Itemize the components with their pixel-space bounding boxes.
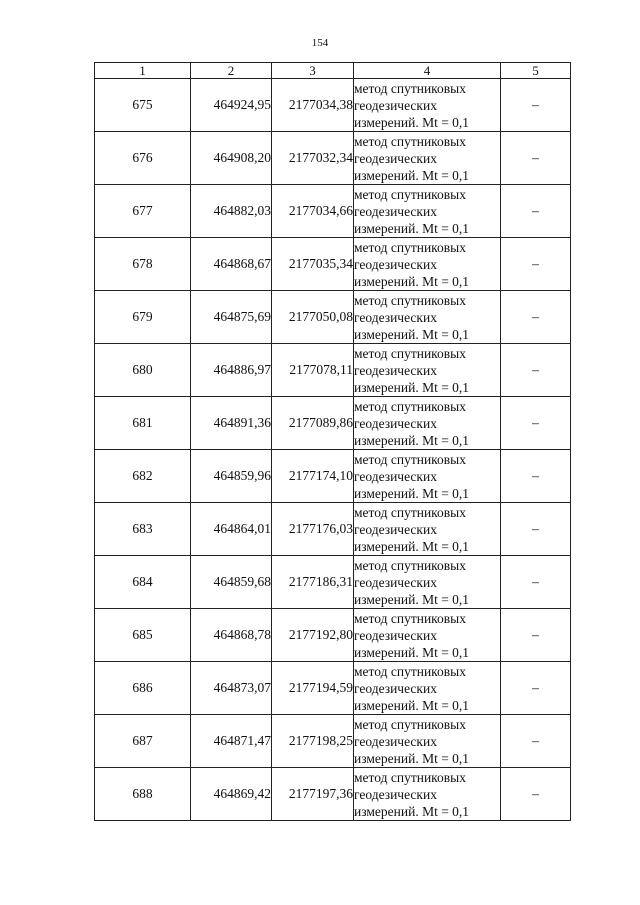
page-number: 154 [311,37,329,49]
y-coordinate-cell: 2177034,38 [272,79,354,132]
point-number-cell: 686 [95,662,191,715]
x-coordinate-cell: 464868,67 [191,238,272,291]
y-coordinate-cell: 2177034,66 [272,185,354,238]
method-line: измерений. Mt = 0,1 [354,750,470,766]
table-body [95,79,571,821]
method-line: геодезических [354,97,437,113]
column-header: 1 [95,63,191,79]
x-coordinate-cell: 464864,01 [191,503,272,556]
table-row [95,556,571,609]
x-coordinate-cell: 464886,97 [191,344,272,397]
method-line: геодезических [354,203,437,219]
method-line: измерений. Mt = 0,1 [354,803,470,819]
note-cell: – [501,450,571,503]
method-line: геодезических [354,574,437,590]
note-cell: – [501,662,571,715]
method-line: метод спутниковых [354,186,466,202]
method-line: метод спутниковых [354,292,466,308]
method-cell [354,185,501,238]
method-cell [354,397,501,450]
table-row [95,132,571,185]
note-cell: – [501,503,571,556]
method-cell [354,556,501,609]
method-line: измерений. Mt = 0,1 [354,273,470,289]
method-line: геодезических [354,786,437,802]
note-cell: – [501,79,571,132]
x-coordinate-cell: 464859,96 [191,450,272,503]
method-line: измерений. Mt = 0,1 [354,697,470,713]
method-cell [354,503,501,556]
method-line: измерений. Mt = 0,1 [354,167,470,183]
y-coordinate-cell: 2177176,03 [272,503,354,556]
method-line: метод спутниковых [354,398,466,414]
method-line: геодезических [354,521,437,537]
note-cell: – [501,238,571,291]
method-line: измерений. Mt = 0,1 [354,432,470,448]
x-coordinate-cell: 464868,78 [191,609,272,662]
y-coordinate-cell: 2177186,31 [272,556,354,609]
method-line: метод спутниковых [354,769,466,785]
table-row [95,185,571,238]
point-number-cell: 677 [95,185,191,238]
header-row [95,63,571,79]
method-line: измерений. Mt = 0,1 [354,485,470,501]
point-number-cell: 680 [95,344,191,397]
note-cell: – [501,609,571,662]
method-line: метод спутниковых [354,610,466,626]
method-cell [354,662,501,715]
x-coordinate-cell: 464871,47 [191,715,272,768]
y-coordinate-cell: 2177174,10 [272,450,354,503]
y-coordinate-cell: 2177192,80 [272,609,354,662]
table-row [95,768,571,821]
method-line: геодезических [354,256,437,272]
x-coordinate-cell: 464859,68 [191,556,272,609]
method-line: метод спутниковых [354,504,466,520]
method-line: метод спутниковых [354,451,466,467]
method-line: измерений. Mt = 0,1 [354,114,470,130]
point-number-cell: 682 [95,450,191,503]
method-line: геодезических [354,309,437,325]
method-line: измерений. Mt = 0,1 [354,644,470,660]
point-number-cell: 683 [95,503,191,556]
method-line: метод спутниковых [354,663,466,679]
x-coordinate-cell: 464873,07 [191,662,272,715]
note-cell: – [501,132,571,185]
table-row [95,79,571,132]
column-header: 5 [501,63,571,79]
method-line: измерений. Mt = 0,1 [354,220,470,236]
coordinates-table [94,62,571,821]
method-line: метод спутниковых [354,345,466,361]
x-coordinate-cell: 464875,69 [191,291,272,344]
y-coordinate-cell: 2177089,86 [272,397,354,450]
method-cell [354,715,501,768]
note-cell: – [501,556,571,609]
method-line: метод спутниковых [354,133,466,149]
point-number-cell: 685 [95,609,191,662]
method-line: метод спутниковых [354,557,466,573]
method-line: геодезических [354,680,437,696]
method-cell [354,291,501,344]
point-number-cell: 688 [95,768,191,821]
method-cell [354,450,501,503]
point-number-cell: 681 [95,397,191,450]
method-line: геодезических [354,362,437,378]
method-cell [354,79,501,132]
method-line: геодезических [354,468,437,484]
y-coordinate-cell: 2177194,59 [272,662,354,715]
column-header: 2 [191,63,272,79]
method-line: измерений. Mt = 0,1 [354,591,470,607]
method-cell [354,609,501,662]
table-row [95,291,571,344]
y-coordinate-cell: 2177198,25 [272,715,354,768]
method-line: метод спутниковых [354,716,466,732]
note-cell: – [501,185,571,238]
point-number-cell: 678 [95,238,191,291]
method-line: метод спутниковых [354,239,466,255]
method-cell [354,132,501,185]
method-line: метод спутниковых [354,80,466,96]
point-number-cell: 675 [95,79,191,132]
note-cell: – [501,768,571,821]
y-coordinate-cell: 2177035,34 [272,238,354,291]
note-cell: – [501,715,571,768]
y-coordinate-cell: 2177078,11 [272,344,354,397]
y-coordinate-cell: 2177197,36 [272,768,354,821]
method-line: измерений. Mt = 0,1 [354,538,470,554]
column-header: 3 [272,63,354,79]
y-coordinate-cell: 2177032,34 [272,132,354,185]
x-coordinate-cell: 464908,20 [191,132,272,185]
note-cell: – [501,397,571,450]
table-row [95,662,571,715]
note-cell: – [501,344,571,397]
point-number-cell: 676 [95,132,191,185]
column-header: 4 [354,63,501,79]
method-line: геодезических [354,415,437,431]
x-coordinate-cell: 464924,95 [191,79,272,132]
method-cell [354,238,501,291]
method-cell [354,344,501,397]
table-row [95,397,571,450]
table-row [95,715,571,768]
method-line: измерений. Mt = 0,1 [354,326,470,342]
method-line: геодезических [354,733,437,749]
x-coordinate-cell: 464891,36 [191,397,272,450]
x-coordinate-cell: 464882,03 [191,185,272,238]
method-cell [354,768,501,821]
point-number-cell: 679 [95,291,191,344]
table-row [95,609,571,662]
y-coordinate-cell: 2177050,08 [272,291,354,344]
table-row [95,344,571,397]
point-number-cell: 687 [95,715,191,768]
table-row [95,503,571,556]
method-line: геодезических [354,627,437,643]
point-number-cell: 684 [95,556,191,609]
table-row [95,450,571,503]
note-cell: – [501,291,571,344]
table-row [95,238,571,291]
x-coordinate-cell: 464869,42 [191,768,272,821]
method-line: измерений. Mt = 0,1 [354,379,470,395]
method-line: геодезических [354,150,437,166]
